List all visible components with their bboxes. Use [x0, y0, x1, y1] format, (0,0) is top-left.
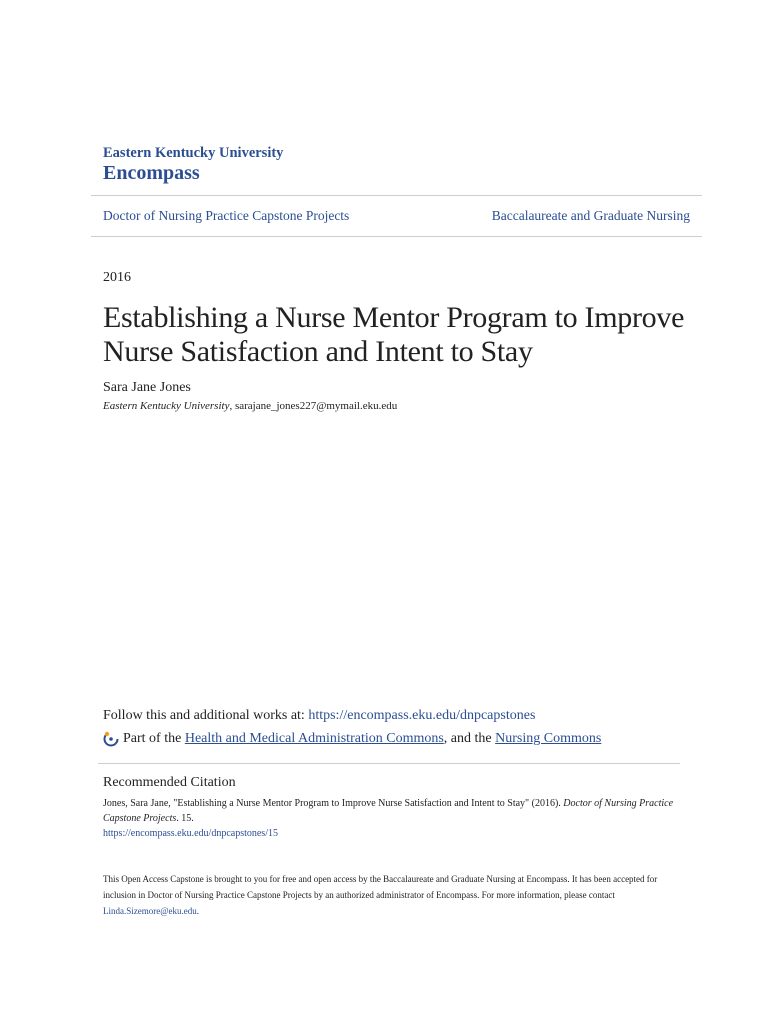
author-email: sarajane_jones227@mymail.eku.edu	[234, 400, 398, 412]
open-access-notice	[103, 871, 678, 919]
collection-link[interactable]: Doctor of Nursing Practice Capstone Projects	[103, 208, 350, 223]
nursing-commons-link[interactable]: Nursing Commons	[495, 731, 602, 746]
contact-email-link[interactable]: Linda.Sizemore@eku.edu	[103, 906, 197, 916]
notice-end: .	[196, 906, 200, 916]
author-name: Sara Jane Jones	[103, 380, 191, 395]
header-rule-top	[91, 195, 702, 196]
health-admin-commons-link[interactable]: Health and Medical Administration Commons	[184, 731, 444, 746]
document-title: Establishing a Nurse Mentor Program to Improve Nurse Satisfaction and Intent to Stay	[103, 301, 685, 368]
department-link[interactable]: Baccalaureate and Graduate Nursing	[491, 208, 690, 223]
publication-year: 2016	[103, 270, 131, 285]
citation-text: Jones, Sara Jane, "Establishing a Nurse Mentor Program to Improve Nurse Satisfaction and Intent to Stay" (2016).	[103, 798, 564, 809]
header-rule-bottom	[91, 236, 702, 237]
follow-line	[103, 708, 535, 724]
citation-url-link[interactable]: https://encompass.eku.edu/dnpcapstones/15	[103, 828, 278, 839]
citation-number: . 15.	[176, 813, 194, 824]
citation-series: Doctor of Nursing Practice Capstone Projects	[103, 798, 674, 824]
part-of-line	[103, 731, 601, 747]
part-of-middle: , and the	[443, 731, 492, 746]
citation-heading: Recommended Citation	[103, 775, 236, 790]
citation-rule	[98, 763, 680, 764]
collection-url-link[interactable]: https://encompass.eku.edu/dnpcapstones	[308, 708, 536, 723]
university-name: Eastern Kentucky University	[103, 145, 284, 161]
affiliation-institution: Eastern Kentucky University	[103, 400, 230, 412]
notice-text: This Open Access Capstone is brought to you for free and open access by the Baccalaureate and Graduate Nursing at Encompass. It has been accepted for inclusion in Doctor of Nursing Practice Capstone Projects by an authorized administrator of Encompass. For more information, please contact	[103, 874, 658, 900]
repository-name[interactable]: Encompass	[103, 162, 200, 184]
commons-network-icon	[103, 731, 119, 747]
follow-prefix: Follow this and additional works at:	[103, 708, 309, 723]
author-affiliation: Eastern Kentucky University, sarajane_jones227@mymail.eku.edu	[103, 400, 398, 412]
citation-body	[103, 796, 673, 841]
part-of-prefix: Part of the	[123, 731, 182, 746]
